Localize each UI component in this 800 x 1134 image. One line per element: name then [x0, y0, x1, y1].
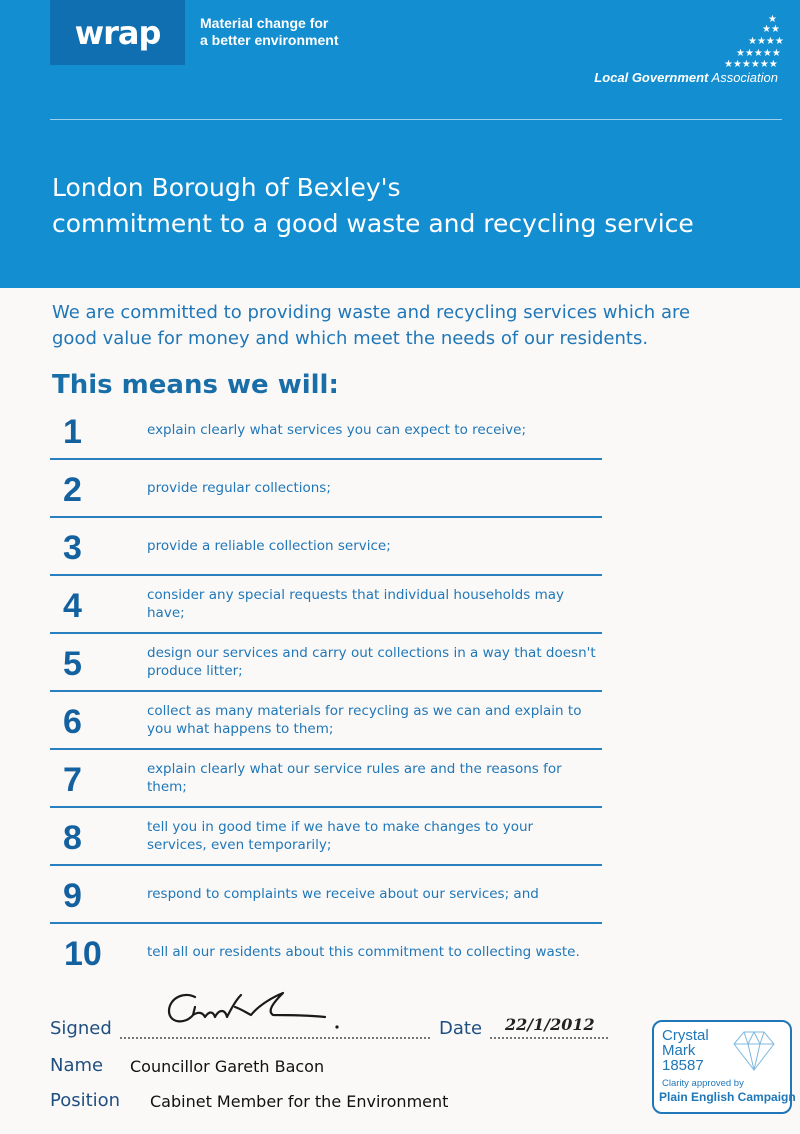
lga-stars-icon — [716, 12, 786, 68]
list-item — [50, 692, 602, 750]
item-text: provide a reliable collection service; — [147, 538, 391, 554]
item-number: 6 — [63, 703, 82, 741]
item-text: explain clearly what our service rules are and the reasons for them; — [147, 761, 562, 795]
item-text: consider any special requests that individual households may have; — [147, 587, 564, 621]
item-number: 1 — [63, 413, 82, 451]
item-number: 8 — [63, 819, 82, 857]
crystal-mark-badge — [652, 1020, 796, 1114]
crystal-line-1: Crystal — [662, 1027, 709, 1044]
header-banner — [0, 0, 800, 288]
diamond-icon — [724, 1026, 784, 1076]
crystal-line-2: Mark — [662, 1042, 696, 1059]
handwritten-signature — [155, 985, 345, 1035]
svg-text:★★★★★: ★★★★★ — [736, 48, 781, 59]
intro-line-2: good value for money and which meet the needs of our residents. — [52, 328, 649, 349]
name-value: Councillor Gareth Bacon — [130, 1057, 325, 1076]
item-text: tell you in good time if we have to make changes to your services, even temporarily; — [147, 819, 534, 853]
item-number: 5 — [63, 645, 82, 683]
item-text: respond to complaints we receive about our services; and — [147, 886, 539, 902]
crystal-clarity: Clarity approved by — [662, 1078, 744, 1089]
list-item — [50, 750, 602, 808]
list-item — [50, 634, 602, 692]
title-line-2: commitment to a good waste and recycling service — [52, 209, 694, 238]
name-label: Name — [50, 1055, 104, 1076]
svg-text:★★★★★★: ★★★★★★ — [724, 59, 778, 68]
svg-text:★★: ★★ — [762, 24, 780, 35]
list-item — [50, 866, 602, 924]
item-number: 7 — [63, 761, 82, 799]
list-item — [50, 924, 602, 980]
date-label: Date — [439, 1018, 483, 1039]
item-number: 9 — [63, 877, 82, 915]
item-text: design our services and carry out collections in a way that doesn't produce litter; — [147, 645, 596, 679]
date-value: 22/1/2012 — [505, 1015, 595, 1034]
crystal-number: 18587 — [662, 1057, 704, 1074]
position-value: Cabinet Member for the Environment — [150, 1092, 449, 1111]
item-text: provide regular collections; — [147, 480, 331, 496]
list-item — [50, 576, 602, 634]
section-heading: This means we will: — [52, 370, 339, 400]
lga-bold: Local Government — [594, 70, 709, 85]
svg-text:★★★★: ★★★★ — [748, 36, 784, 47]
signoff-block — [50, 985, 650, 1125]
item-text: collect as many materials for recycling as we can and explain to you what happens to them; — [147, 703, 582, 737]
title-line-1: London Borough of Bexley's — [52, 173, 401, 202]
crystal-campaign: Plain English Campaign — [659, 1090, 796, 1104]
page-title — [52, 170, 782, 242]
wrap-tagline — [200, 15, 400, 49]
svg-text:★: ★ — [768, 14, 777, 25]
item-number: 10 — [64, 935, 102, 973]
header-divider — [50, 119, 782, 120]
wrap-logo — [50, 0, 185, 65]
lga-rest: Association — [708, 70, 778, 85]
list-item — [50, 402, 602, 460]
signature-line — [120, 1037, 430, 1039]
wrap-logo-text: wrap — [74, 13, 161, 52]
item-number: 3 — [63, 529, 82, 567]
tagline-line-1: Material change for — [200, 15, 329, 31]
item-text: tell all our residents about this commitment to collecting waste. — [147, 944, 580, 960]
lga-wordmark — [594, 70, 778, 85]
item-text: explain clearly what services you can expect to receive; — [147, 422, 527, 438]
date-line — [490, 1037, 608, 1039]
intro-paragraph — [52, 300, 782, 352]
intro-line-1: We are committed to providing waste and recycling services which are — [52, 302, 691, 323]
list-item — [50, 460, 602, 518]
commitment-list — [50, 402, 602, 980]
item-number: 4 — [63, 587, 82, 625]
item-number: 2 — [63, 471, 82, 509]
position-label: Position — [50, 1090, 121, 1111]
signed-label: Signed — [50, 1018, 112, 1039]
list-item — [50, 518, 602, 576]
list-item — [50, 808, 602, 866]
tagline-line-2: a better environment — [200, 32, 339, 48]
